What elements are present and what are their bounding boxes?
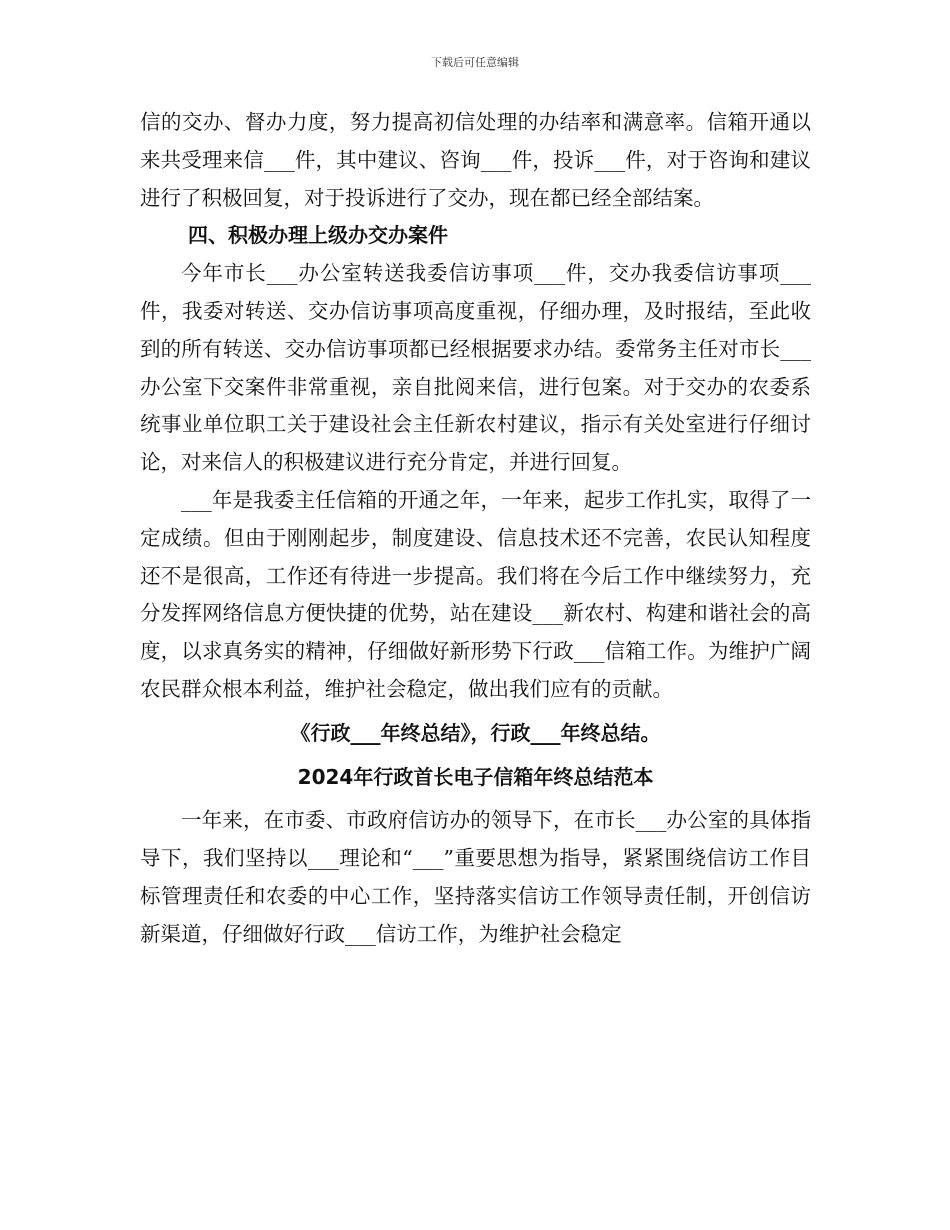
document-title-2024: 2024年行政首长电子信箱年终总结范本	[297, 764, 654, 789]
document-body	[140, 104, 811, 954]
section-heading-four: 四、积极办理上级办交办案件	[188, 223, 448, 248]
paragraph-summary: ___年是我委主任信箱的开通之年，一年来，起步工作扎实，取得了一定成绩。但由于刚刚起步，制度建设、信息技术还不完善，农民认知程度还不是很高，工作还有待进一步提高。我们将在今后工作中继续努力，充分发挥网络信息方便快捷的优势，站在建设___新农村、构建和谐社会的高度，以求真务实的精神，仔细做好新形势下行政___信箱工作。为维护广阔农民群众根本利益，维护社会稳定，做出我们应有的贡献。	[140, 487, 811, 701]
paragraph-cases: 今年市长___办公室转送我委信访事项___件，交办我委信访事项___件，我委对转送、交办信访事项高度重视，仔细办理，及时报结，至此收到的所有转送、交办信访事项都已经根据要求办结。委常务主任对市长___办公室下交案件非常重视，亲自批阅来信，进行包案。对于交办的农委系统事业单位职工关于建设社会主任新农村建议，指示有关处室进行仔细讨论，对来信人的积极建议进行充分肯定，并进行回复。	[140, 261, 811, 475]
paragraph-opening: 一年来，在市委、市政府信访办的领导下，在市长___办公室的具体指导下，我们坚持以___理论和“___”重要思想为指导，紧紧围绕信访工作目标管理责任和农委的中心工作，坚持落实信访工作领导责任制，开创信访新渠道，仔细做好行政___信访工作，为维护社会稳定	[140, 808, 811, 946]
paragraph-intro: 信的交办、督办力度，努力提高初信处理的办结率和满意率。信箱开通以来共受理来信___件，其中建议、咨询___件，投诉___件，对于咨询和建议进行了积极回复，对于投诉进行了交办，现在都已经全部结案。	[140, 110, 811, 210]
closing-title: 《行政___年终总结》，行政___年终总结。	[290, 720, 661, 745]
page-header: 下载后可任意编辑	[431, 56, 519, 69]
